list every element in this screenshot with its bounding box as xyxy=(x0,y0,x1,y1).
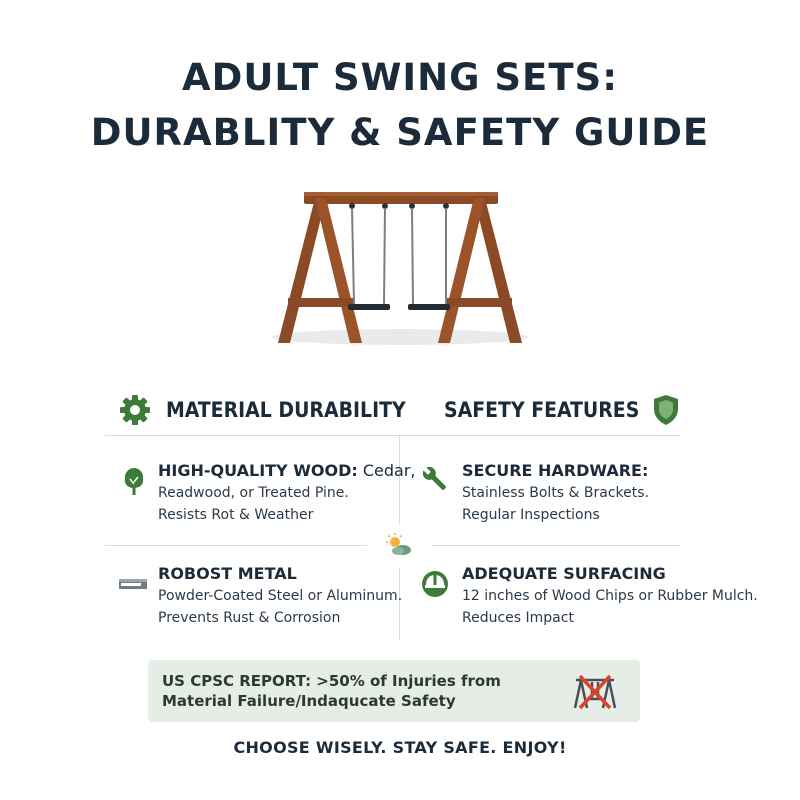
swing-seat-left xyxy=(348,304,390,310)
chain xyxy=(384,208,385,304)
right-crossbar xyxy=(446,298,512,307)
surfacing-line-1: 12 inches of Wood Chips or Rubber Mulch. xyxy=(462,588,758,604)
right-leg-front xyxy=(474,198,522,343)
wood-line-2: Resists Rot & Weather xyxy=(158,507,314,523)
wood-title-rest: Cedar, xyxy=(357,461,416,480)
surfacing-item xyxy=(462,563,762,629)
swing-set-illustration xyxy=(260,180,540,350)
cpsc-report-text: US CPSC REPORT: >50% of Injuries from Material Failure/Indaqucate Safety xyxy=(162,672,501,710)
hardware-line-1: Stainless Bolts & Brackets. xyxy=(462,485,650,501)
metal-line-1: Powder-Coated Steel or Aluminum. xyxy=(158,588,403,604)
wood-line-1: Readwood, or Treated Pine. xyxy=(158,485,349,501)
wrench-icon xyxy=(420,464,450,494)
left-leg-back xyxy=(315,198,362,343)
left-crossbar xyxy=(288,298,354,307)
surfacing-title: ADEQUATE SURFACING xyxy=(462,564,666,583)
metal-bar-icon xyxy=(118,577,148,591)
hardware-line-2: Regular Inspections xyxy=(462,507,600,523)
tree-icon xyxy=(122,466,146,496)
gear-icon xyxy=(118,393,152,427)
footer-tagline: CHOOSE WISELY. STAY SAFE. ENJOY! xyxy=(233,738,567,757)
metal-line-2: Prevents Rust & Corrosion xyxy=(158,610,341,626)
divider-middle-left xyxy=(105,545,367,546)
safety-features-label: SAFETY FEATURES xyxy=(444,398,640,422)
metal-item xyxy=(158,563,428,629)
shield-icon xyxy=(653,394,679,426)
wood-item xyxy=(158,460,428,526)
safety-features-heading xyxy=(444,392,679,428)
cpsc-report-note xyxy=(148,660,640,722)
metal-title: ROBOST METAL xyxy=(158,564,297,583)
divider-top xyxy=(105,435,680,436)
chain xyxy=(412,208,413,304)
material-durability-label: MATERIAL DURABILITY xyxy=(166,398,406,422)
swing-seat-right xyxy=(408,304,450,310)
page-title xyxy=(0,50,800,160)
wood-title: HIGH-QUALITY WOOD: xyxy=(158,461,358,480)
helmet-icon xyxy=(420,569,450,599)
divider-middle-right xyxy=(432,545,680,546)
title-line-1: ADULT SWING SETS: xyxy=(181,56,618,99)
material-durability-heading xyxy=(118,392,406,428)
left-leg-front xyxy=(278,198,326,343)
broken-swing-warning-icon xyxy=(572,672,618,712)
chain xyxy=(352,208,354,304)
hardware-item xyxy=(462,460,732,526)
weather-sun-cloud-icon xyxy=(384,532,414,558)
title-line-2: DURABLITY & SAFETY GUIDE xyxy=(90,111,710,154)
surfacing-line-2: Reduces Impact xyxy=(462,610,574,626)
ground-shadow xyxy=(272,329,528,345)
hardware-title: SECURE HARDWARE: xyxy=(462,461,649,480)
